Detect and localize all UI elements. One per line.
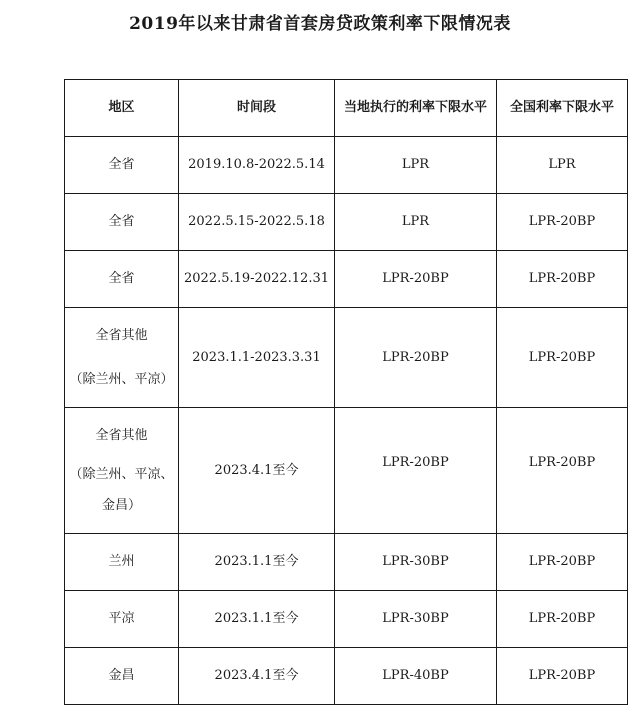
local-rate-cell: LPR-30BP xyxy=(335,591,497,648)
table-row xyxy=(65,408,628,534)
region-label: 全省其他 xyxy=(95,327,148,343)
region-cell xyxy=(65,194,179,251)
national-rate-cell: LPR-20BP xyxy=(497,308,628,408)
local-rate-cell: LPR-40BP xyxy=(335,648,497,705)
table-row xyxy=(65,648,628,705)
local-rate-cell: LPR-20BP xyxy=(335,308,497,408)
local-rate-cell: LPR xyxy=(335,194,497,251)
region-cell xyxy=(65,251,179,308)
header-local-rate: 当地执行的利率下限水平 xyxy=(335,80,497,137)
period-cell: 2023.4.1至今 xyxy=(179,648,335,705)
local-rate-cell: LPR-30BP xyxy=(335,534,497,591)
region-cell xyxy=(65,137,179,194)
region-label: 兰州 xyxy=(108,554,135,569)
region-label: 全省其他 xyxy=(95,428,148,443)
region-label-note: （除兰州、平凉、 xyxy=(69,467,174,482)
header-region: 地区 xyxy=(65,80,179,137)
region-label: 全省 xyxy=(108,271,135,286)
region-cell xyxy=(65,534,179,591)
national-rate-cell: LPR-20BP xyxy=(497,534,628,591)
table-row xyxy=(65,308,628,408)
national-rate-cell: LPR-20BP xyxy=(497,194,628,251)
period-cell: 2023.1.1至今 xyxy=(179,534,335,591)
region-label-note: 金昌） xyxy=(101,498,141,513)
header-national-rate: 全国利率下限水平 xyxy=(497,80,628,137)
table-header-row xyxy=(65,80,628,137)
region-label: 金昌 xyxy=(108,668,135,683)
period-cell: 2023.4.1至今 xyxy=(179,408,335,534)
region-cell xyxy=(65,408,179,534)
table-row xyxy=(65,137,628,194)
rate-floor-table xyxy=(64,79,628,705)
national-rate-cell: LPR-20BP xyxy=(497,648,628,705)
local-rate-cell: LPR-20BP xyxy=(335,408,497,534)
period-cell: 2023.1.1-2023.3.31 xyxy=(179,308,335,408)
period-cell: 2022.5.15-2022.5.18 xyxy=(179,194,335,251)
header-period: 时间段 xyxy=(179,80,335,137)
table-row xyxy=(65,591,628,648)
period-cell: 2022.5.19-2022.12.31 xyxy=(179,251,335,308)
local-rate-cell: LPR xyxy=(335,137,497,194)
region-cell xyxy=(65,308,179,408)
region-cell xyxy=(65,591,179,648)
table-row xyxy=(65,534,628,591)
region-cell xyxy=(65,648,179,705)
national-rate-cell: LPR-20BP xyxy=(497,251,628,308)
period-cell: 2023.1.1至今 xyxy=(179,591,335,648)
region-label: 全省 xyxy=(108,214,135,229)
region-label: 全省 xyxy=(108,157,135,172)
national-rate-cell: LPR xyxy=(497,137,628,194)
period-cell: 2019.10.8-2022.5.14 xyxy=(179,137,335,194)
page-title: 2019年以来甘肃省首套房贷政策利率下限情况表 xyxy=(129,14,511,34)
table-row xyxy=(65,251,628,308)
national-rate-cell: LPR-20BP xyxy=(497,408,628,534)
national-rate-cell: LPR-20BP xyxy=(497,591,628,648)
table-row xyxy=(65,194,628,251)
region-label: 平凉 xyxy=(108,611,135,626)
region-label-note: （除兰州、平凉） xyxy=(69,371,174,387)
local-rate-cell: LPR-20BP xyxy=(335,251,497,308)
